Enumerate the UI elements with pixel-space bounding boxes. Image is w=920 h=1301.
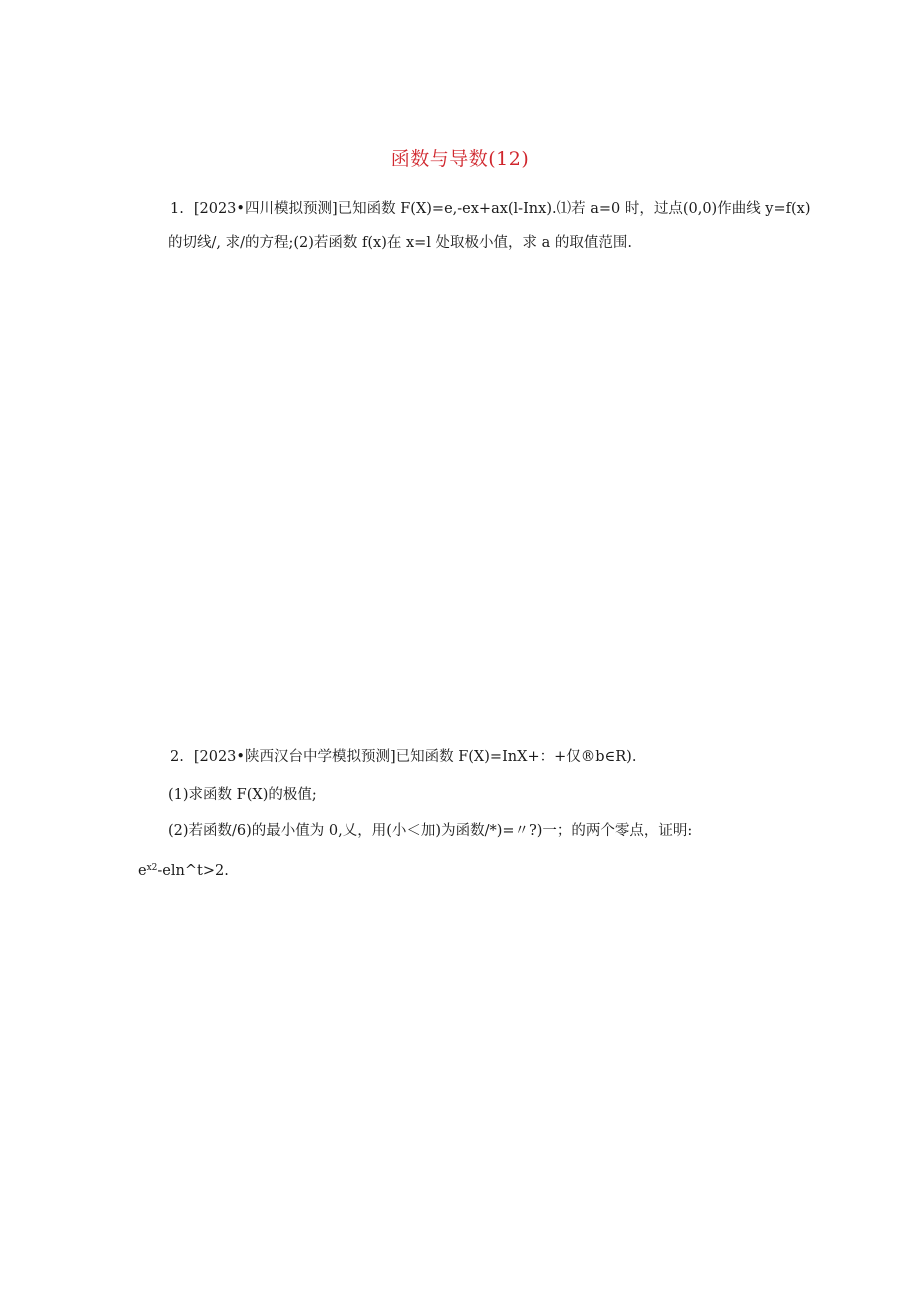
question-2-part-2: (2)若函数/6)的最小值为 0,乂，用(小＜加)为函数/*)=〃?)一；的两个零点，证明: xyxy=(168,823,693,839)
question-2-text-1: [2023•陕西汉台中学模拟预测]已知函数 F(X)=InX+：+仅®b∈R). xyxy=(193,749,637,765)
question-1-line-1 xyxy=(170,199,811,219)
formula-rest: -eln^t>2. xyxy=(157,863,229,879)
question-1-line-2: 的切线/, 求/的方程;(2)若函数 f(x)在 x=l 处取极小值，求 a 的取值范围. xyxy=(168,235,633,251)
formula-superscript: x2 xyxy=(146,863,158,873)
question-2-line-1 xyxy=(170,747,636,767)
question-2-formula xyxy=(138,858,229,881)
document-title: 函数与导数(12) xyxy=(390,148,530,170)
question-2-part-1: (1)求函数 F(X)的极值; xyxy=(168,787,317,803)
question-1-text-1: [2023•四川模拟预测]已知函数 F(X)=e,-ex+ax(l-Inx).⑴若 a=0 时，过点(0,0)作曲线 y=f(x) xyxy=(193,201,811,217)
formula-base: e xyxy=(138,863,147,879)
question-2-number: 2. xyxy=(170,749,184,765)
question-1-number: 1. xyxy=(170,201,184,217)
